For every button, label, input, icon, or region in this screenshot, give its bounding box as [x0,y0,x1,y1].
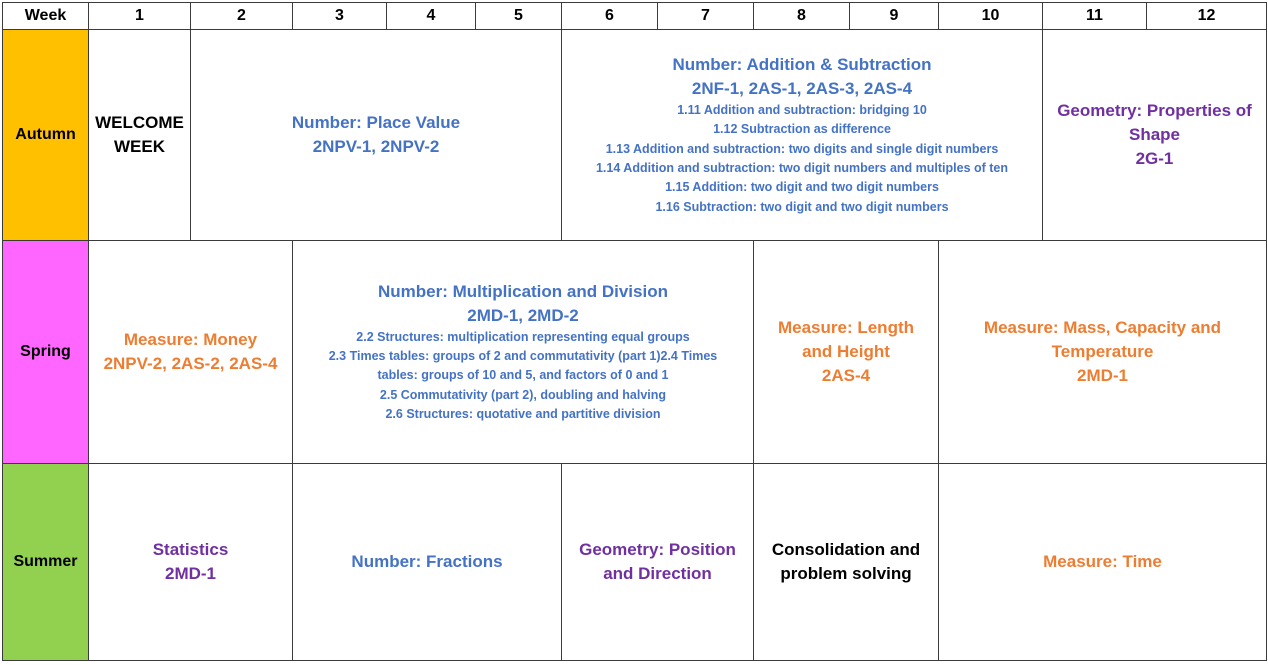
unit-codes: 2NF-1, 2AS-1, 2AS-3, 2AS-4 [691,79,913,99]
unit-codes: 2NPV-1, 2NPV-2 [312,137,440,157]
curriculum-table [2,2,1267,661]
welcome-line: WEEK [114,137,165,157]
unit-codes: 2MD-1 [1076,366,1128,386]
unit-step: tables: groups of 10 and 5, and factors of 0 and 1 [377,368,669,383]
unit-codes: 2G-1 [1135,149,1174,169]
week-number: 6 [562,3,658,30]
length-height-unit [754,241,939,464]
unit-step: 1.15 Addition: two digit and two digit numbers [665,180,939,195]
unit-codes: 2MD-1, 2MD-2 [467,305,579,325]
welcome-line: WELCOME [95,113,184,133]
unit-codes: 2MD-1 [164,564,216,584]
autumn-row [3,30,1267,241]
statistics-unit [89,464,293,661]
unit-step: 2.2 Structures: multiplication representing equal groups [356,329,690,344]
unit-title: problem solving [780,564,912,584]
week-number: 10 [939,3,1043,30]
unit-title: Number: Place Value [291,113,461,133]
unit-step: 2.3 Times tables: groups of 2 and commutativity (part 1)2.4 Times [328,349,718,364]
unit-step: 1.16 Subtraction: two digit and two digit numbers [655,199,949,214]
unit-title: Shape [1128,125,1181,145]
time-unit [939,464,1267,661]
spring-row [3,241,1267,464]
week-number: 3 [293,3,387,30]
week-number: 7 [658,3,754,30]
summer-row [3,464,1267,661]
term-label-autumn: Autumn [3,30,89,241]
fractions-unit [293,464,562,661]
week-header-label: Week [3,3,89,30]
unit-title: and Direction [603,564,712,584]
consolidation-unit [754,464,939,661]
unit-step: 1.14 Addition and subtraction: two digit numbers and multiples of ten [595,161,1009,176]
money-unit [89,241,293,464]
unit-title: and Height [802,342,890,362]
week-number: 5 [476,3,562,30]
unit-title: Statistics [152,540,229,560]
unit-step: 1.13 Addition and subtraction: two digits and single digit numbers [605,141,999,156]
week-number: 12 [1147,3,1267,30]
header-row [3,3,1267,30]
unit-title: Consolidation and [771,540,921,560]
week-number: 11 [1043,3,1147,30]
addition-subtraction-unit [562,30,1043,241]
term-label-summer: Summer [3,464,89,661]
place-value-unit [191,30,562,241]
unit-title: Geometry: Position [579,540,736,560]
unit-step: 2.5 Commutativity (part 2), doubling and halving [379,387,667,402]
term-label-spring: Spring [3,241,89,464]
unit-title: Number: Fractions [351,552,503,572]
week-number: 2 [191,3,293,30]
mass-capacity-unit [939,241,1267,464]
unit-step: 1.12 Subtraction as difference [713,122,891,137]
unit-title: Measure: Money [123,330,258,350]
unit-title: Measure: Time [1043,552,1162,572]
unit-title: Number: Addition & Subtraction [672,55,932,75]
week-number: 8 [754,3,850,30]
unit-title: Number: Multiplication and Division [378,281,668,301]
unit-codes: 2NPV-2, 2AS-2, 2AS-4 [103,354,278,374]
unit-title: Measure: Length [777,318,915,338]
unit-step: 1.11 Addition and subtraction: bridging 10 [677,103,927,118]
week-number: 9 [850,3,939,30]
unit-title: Measure: Mass, Capacity and [983,318,1222,338]
week-number: 4 [387,3,476,30]
unit-codes: 2AS-4 [821,366,871,386]
unit-title: Temperature [1051,342,1154,362]
multiplication-division-unit [293,241,754,464]
unit-title: Geometry: Properties of [1057,101,1252,121]
position-direction-unit [562,464,754,661]
unit-step: 2.6 Structures: quotative and partitive division [385,407,661,422]
geometry-shape-unit [1043,30,1267,241]
welcome-week-cell [89,30,191,241]
week-number: 1 [89,3,191,30]
